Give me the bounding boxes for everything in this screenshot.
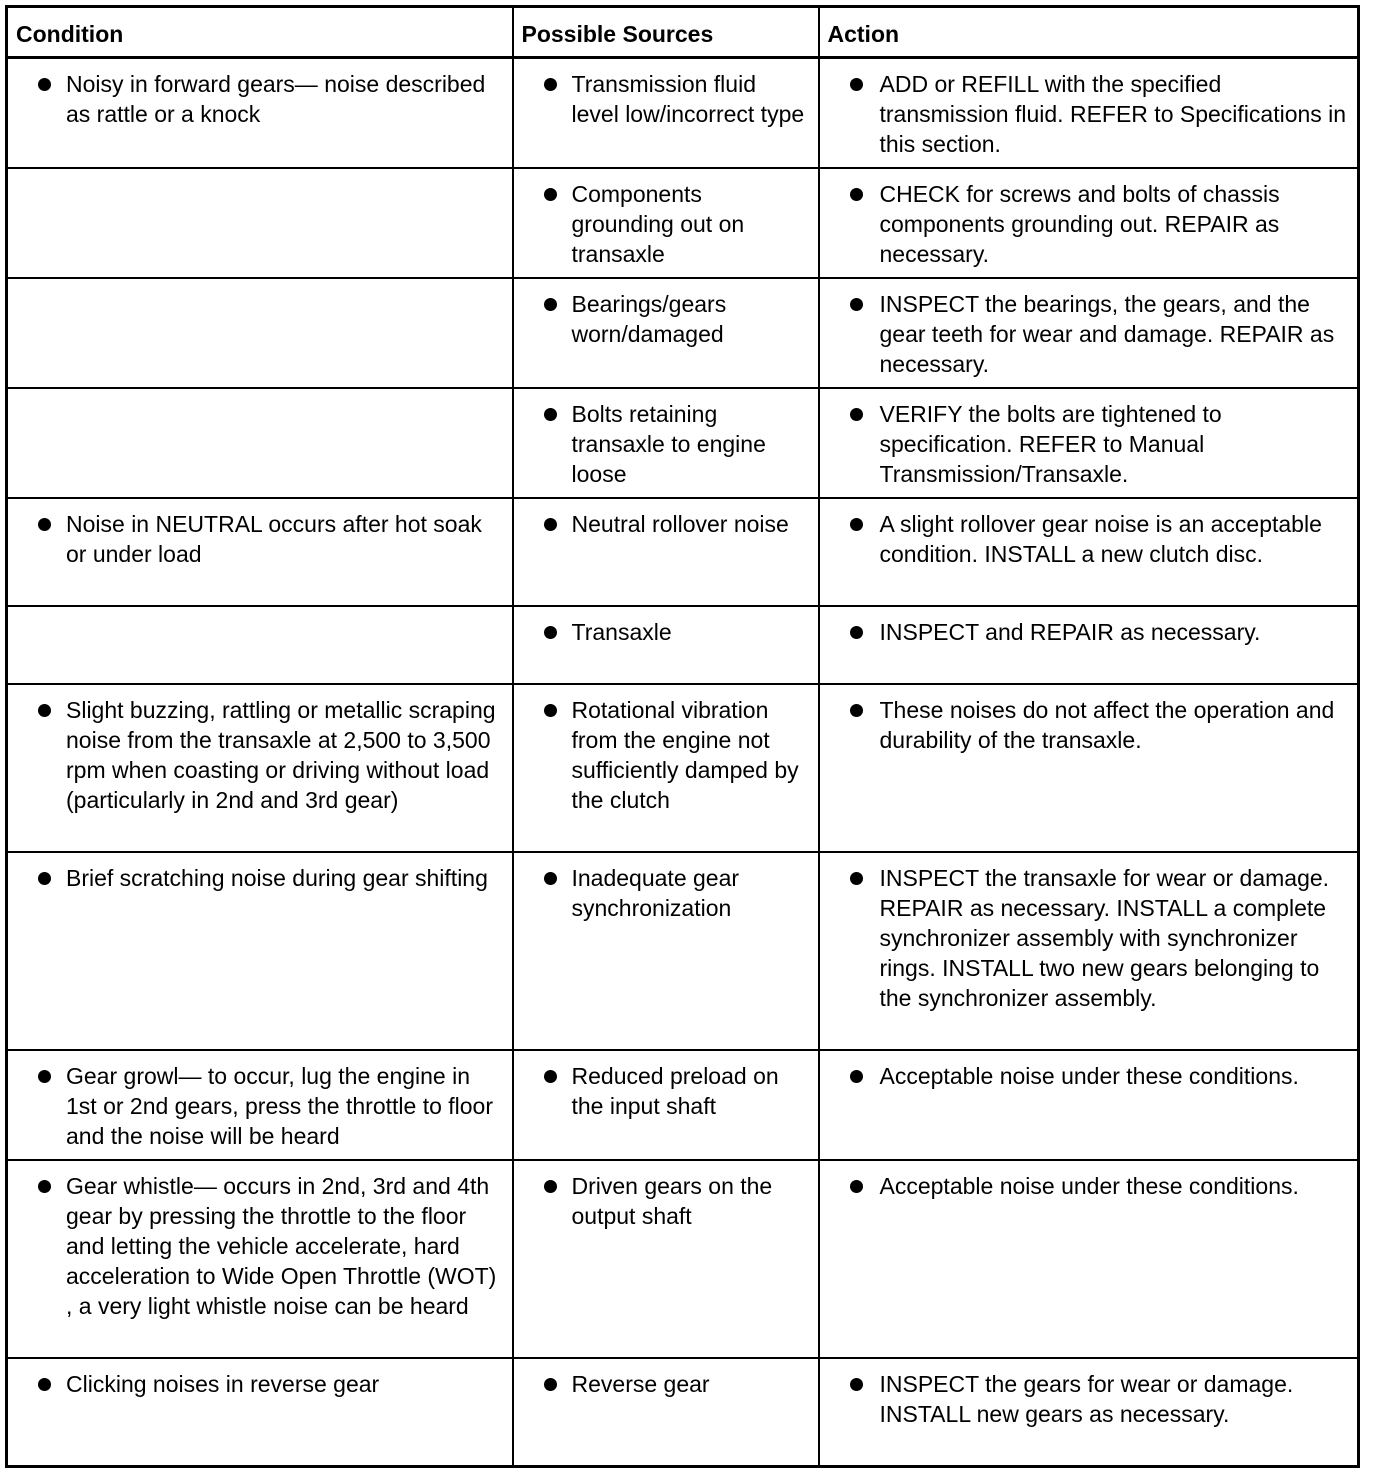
source-cell [513,1050,819,1160]
table-row [7,852,1359,1050]
list-item [522,617,810,647]
action-cell [819,278,1359,388]
list-item [522,179,810,269]
bullet-icon [544,408,557,421]
bullet-icon [850,704,863,717]
table-row [7,388,1359,498]
table-row [7,1050,1359,1160]
bullet-icon [850,298,863,311]
source-cell-text: Transmission fluid level low/incorrect type [571,71,805,127]
table-row [7,606,1359,684]
bullet-icon [544,872,557,885]
table-row [7,278,1359,388]
condition-cell [7,58,513,169]
condition-cell [7,1050,513,1160]
list-item [828,509,1350,569]
bullet-icon [544,1070,557,1083]
list-item [16,1061,504,1151]
bullet-icon [850,518,863,531]
list-item [16,1171,504,1321]
list-item [828,1171,1350,1201]
bullet-icon [544,518,557,531]
bullet-icon [544,1378,557,1391]
source-cell [513,168,819,278]
source-cell-text: Reverse gear [571,1371,710,1397]
action-cell [819,852,1359,1050]
bullet-icon [38,1070,51,1083]
action-cell-text: Acceptable noise under these conditions. [879,1063,1299,1089]
source-cell [513,58,819,169]
list-item [828,69,1350,159]
list-item [828,1061,1350,1091]
list-item [828,399,1350,489]
action-cell [819,168,1359,278]
bullet-icon [544,78,557,91]
bullet-icon [850,626,863,639]
condition-cell [7,168,513,278]
bullet-icon [544,704,557,717]
bullet-icon [38,704,51,717]
action-cell-text: INSPECT the transaxle for wear or damage. REPAIR as necessary. INSTALL a complete synchronizer assembly with synchronizer rings. INSTALL two new gears belonging to the synchronizer assembly. [879,865,1330,1011]
diagnosis-table [5,5,1360,1468]
condition-cell [7,1160,513,1358]
table-row [7,498,1359,606]
source-cell-text: Driven gears on the output shaft [571,1173,773,1229]
bullet-icon [850,1070,863,1083]
bullet-icon [544,298,557,311]
condition-cell [7,684,513,852]
action-cell [819,606,1359,684]
condition-cell-text: Clicking noises in reverse gear [66,1371,380,1397]
source-cell [513,684,819,852]
list-item [828,289,1350,379]
source-cell [513,606,819,684]
list-item [522,1171,810,1231]
action-cell [819,1160,1359,1358]
action-cell [819,684,1359,852]
table-row [7,684,1359,852]
list-item [522,863,810,923]
bullet-icon [850,408,863,421]
source-cell [513,852,819,1050]
header-action: Action [819,7,1359,58]
condition-cell [7,498,513,606]
source-cell [513,278,819,388]
list-item [16,69,504,129]
condition-cell-text: Brief scratching noise during gear shifting [66,865,488,891]
list-item [828,1369,1350,1429]
list-item [828,695,1350,755]
list-item [828,617,1350,647]
condition-cell [7,1358,513,1466]
action-cell [819,1358,1359,1466]
action-cell-text: ADD or REFILL with the specified transmission fluid. REFER to Specifications in this section. [879,71,1347,157]
list-item [522,289,810,349]
source-cell-text: Inadequate gear synchronization [571,865,740,921]
bullet-icon [38,518,51,531]
list-item [522,695,810,815]
condition-cell-text: Noise in NEUTRAL occurs after hot soak or under load [66,511,482,567]
list-item [522,399,810,489]
bullet-icon [850,188,863,201]
condition-cell [7,606,513,684]
header-row [7,7,1359,58]
action-cell-text: VERIFY the bolts are tightened to specification. REFER to Manual Transmission/Transaxle. [879,401,1222,487]
action-cell [819,1050,1359,1160]
list-item [522,69,810,129]
source-cell-text: Bolts retaining transaxle to engine loose [571,401,766,487]
source-cell-text: Neutral rollover noise [571,511,789,537]
source-cell [513,1358,819,1466]
source-cell [513,388,819,498]
action-cell-text: INSPECT and REPAIR as necessary. [879,619,1261,645]
list-item [828,179,1350,269]
action-cell-text: INSPECT the bearings, the gears, and the gear teeth for wear and damage. REPAIR as necessary. [879,291,1335,377]
bullet-icon [850,1378,863,1391]
source-cell-text: Transaxle [571,619,672,645]
bullet-icon [38,1180,51,1193]
action-cell [819,58,1359,169]
source-cell [513,1160,819,1358]
list-item [828,863,1350,1013]
bullet-icon [38,78,51,91]
condition-cell [7,388,513,498]
source-cell-text: Components grounding out on transaxle [571,181,745,267]
action-cell [819,498,1359,606]
bullet-icon [850,1180,863,1193]
condition-cell-text: Slight buzzing, rattling or metallic scraping noise from the transaxle at 2,500 to 3,500 rpm when coasting or driving without load (particularly in 2nd and 3rd gear) [66,697,496,813]
table-row [7,58,1359,169]
condition-cell [7,852,513,1050]
bullet-icon [38,1378,51,1391]
condition-cell [7,278,513,388]
header-condition: Condition [7,7,513,58]
condition-cell-text: Gear growl— to occur, lug the engine in 1st or 2nd gears, press the throttle to floor and the noise will be heard [66,1063,494,1149]
action-cell-text: These noises do not affect the operation and durability of the transaxle. [879,697,1335,753]
list-item [522,1369,810,1399]
source-cell [513,498,819,606]
action-cell-text: Acceptable noise under these conditions. [879,1173,1299,1199]
action-cell [819,388,1359,498]
list-item [522,509,810,539]
bullet-icon [38,872,51,885]
source-cell-text: Rotational vibration from the engine not sufficiently damped by the clutch [571,697,799,813]
header-possible-sources: Possible Sources [513,7,819,58]
table-row [7,1358,1359,1466]
condition-cell-text: Noisy in forward gears— noise described as rattle or a knock [66,71,486,127]
table-row [7,1160,1359,1358]
list-item [522,1061,810,1121]
list-item [16,509,504,569]
action-cell-text: INSPECT the gears for wear or damage. INSTALL new gears as necessary. [879,1371,1294,1427]
source-cell-text: Reduced preload on the input shaft [571,1063,779,1119]
bullet-icon [544,1180,557,1193]
list-item [16,1369,504,1399]
action-cell-text: CHECK for screws and bolts of chassis components grounding out. REPAIR as necessary. [879,181,1280,267]
condition-cell-text: Gear whistle— occurs in 2nd, 3rd and 4th gear by pressing the throttle to the floor and letting the vehicle accelerate, hard acceleration to Wide Open Throttle (WOT) , a very light whistle noise can be heard [66,1173,497,1319]
bullet-icon [850,78,863,91]
list-item [16,695,504,815]
action-cell-text: A slight rollover gear noise is an acceptable condition. INSTALL a new clutch disc. [879,511,1322,567]
bullet-icon [544,626,557,639]
table-body [7,58,1359,1467]
table-row [7,168,1359,278]
bullet-icon [544,188,557,201]
list-item [16,863,504,893]
bullet-icon [850,872,863,885]
source-cell-text: Bearings/gears worn/damaged [571,291,727,347]
